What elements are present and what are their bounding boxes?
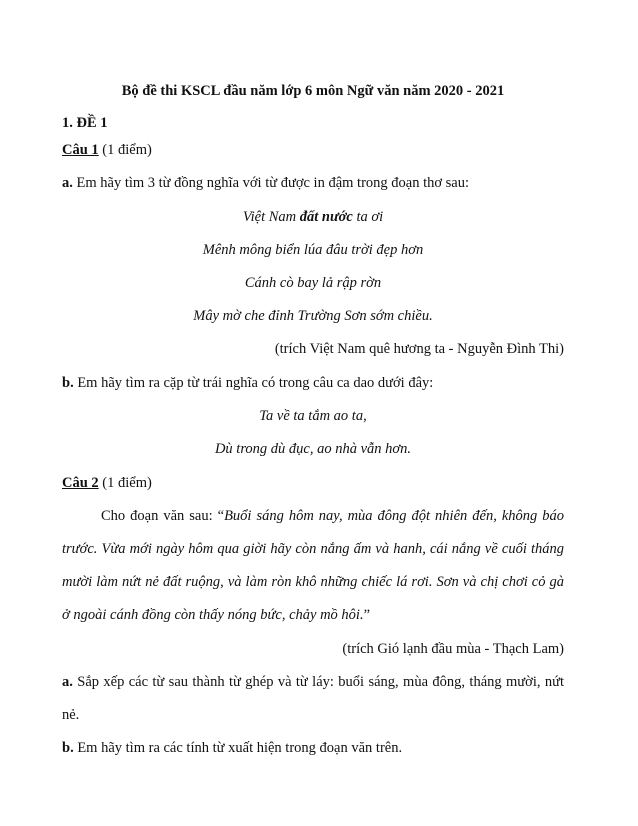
section-heading-text: 1. ĐỀ 1 — [62, 115, 108, 131]
poem-line-3-text: Cánh cò bay lả rập rờn — [244, 275, 382, 291]
poem-line-2 — [62, 241, 564, 259]
section-heading — [62, 114, 564, 132]
question-1-points: (1 điểm) — [98, 142, 152, 158]
question-1a — [62, 174, 564, 192]
paragraph-source-text: (trích Gió lạnh đầu mùa - Thạch Lam) — [342, 641, 564, 657]
paragraph-line-4 — [62, 606, 564, 624]
question-1a-label: a. — [62, 175, 73, 191]
question-2b-label: b. — [62, 740, 74, 756]
question-1b-label: b. — [62, 375, 74, 391]
paragraph-line-1 — [101, 507, 564, 525]
folk-line-2 — [62, 440, 564, 458]
poem-source-text: (trích Việt Nam quê hương ta - Nguyễn Đình Thi) — [274, 341, 564, 357]
question-2b-text: Em hãy tìm ra các tính từ xuất hiện trong đoạn văn trên. — [73, 740, 403, 756]
paragraph-line-4-text: ở ngoài cánh đồng còn thấy nóng bức, chảy mồ hôi. — [62, 607, 364, 623]
poem-line-3 — [62, 274, 564, 292]
paragraph-line-2 — [62, 540, 564, 558]
document-title — [62, 82, 564, 100]
question-2a-line-1 — [62, 673, 564, 691]
folk-line-1-text: Ta về ta tắm ao ta, — [259, 408, 367, 424]
paragraph-line-3 — [62, 573, 564, 591]
question-2a-line-2 — [62, 706, 564, 724]
paragraph-line-3-text: mười làm nứt nẻ đất ruộng, và làm ròn khô những chiếc lá rơi. Sơn và chị chơi cỏ gà — [62, 574, 564, 590]
folk-line-1 — [62, 407, 564, 425]
question-1-heading — [62, 141, 564, 159]
question-2-heading — [62, 474, 564, 492]
paragraph-close-quote: ” — [363, 607, 371, 623]
poem-bold-word: đất nước — [299, 209, 353, 225]
paragraph-intro: Cho đoạn văn sau: “ — [101, 508, 225, 524]
document-title-text: Bộ đề thi KSCL đầu năm lớp 6 môn Ngữ văn năm 2020 - 2021 — [121, 83, 505, 99]
poem-line-2-text: Mênh mông biển lúa đâu trời đẹp hơn — [202, 242, 424, 258]
question-1b-text: Em hãy tìm ra cặp từ trái nghĩa có trong câu ca dao dưới đây: — [73, 375, 434, 391]
question-2-label: Câu 2 — [62, 475, 99, 491]
poem-line-1 — [62, 208, 564, 226]
question-1-label: Câu 1 — [62, 142, 99, 158]
question-2a-text-cont: nẻ. — [62, 707, 80, 723]
poem-line-1-post: ta ơi — [352, 209, 384, 225]
question-2-points: (1 điểm) — [98, 475, 152, 491]
question-2a-label: a. — [62, 674, 73, 690]
folk-line-2-text: Dù trong dù đục, ao nhà vẫn hơn. — [214, 441, 412, 457]
question-1b — [62, 374, 564, 392]
poem-line-1-pre: Việt Nam — [242, 209, 300, 225]
paragraph-source — [62, 640, 564, 658]
poem-source — [62, 340, 564, 358]
poem-line-4 — [62, 307, 564, 325]
poem-line-4-text: Mây mờ che đỉnh Trường Sơn sớm chiều. — [193, 308, 433, 324]
question-1a-text: Em hãy tìm 3 từ đồng nghĩa với từ được in đậm trong đoạn thơ sau: — [72, 175, 470, 191]
paragraph-line-1-text: Buổi sáng hôm nay, mùa đông đột nhiên đến, không báo — [224, 508, 564, 524]
paragraph-line-2-text: trước. Vừa mới ngày hôm qua giời hãy còn nắng ấm và hanh, cái nắng về cuối tháng — [62, 541, 564, 557]
question-2a-text: Sắp xếp các từ sau thành từ ghép và từ láy: buổi sáng, mùa đông, tháng mười, nứt — [72, 674, 564, 690]
question-2b — [62, 739, 564, 757]
